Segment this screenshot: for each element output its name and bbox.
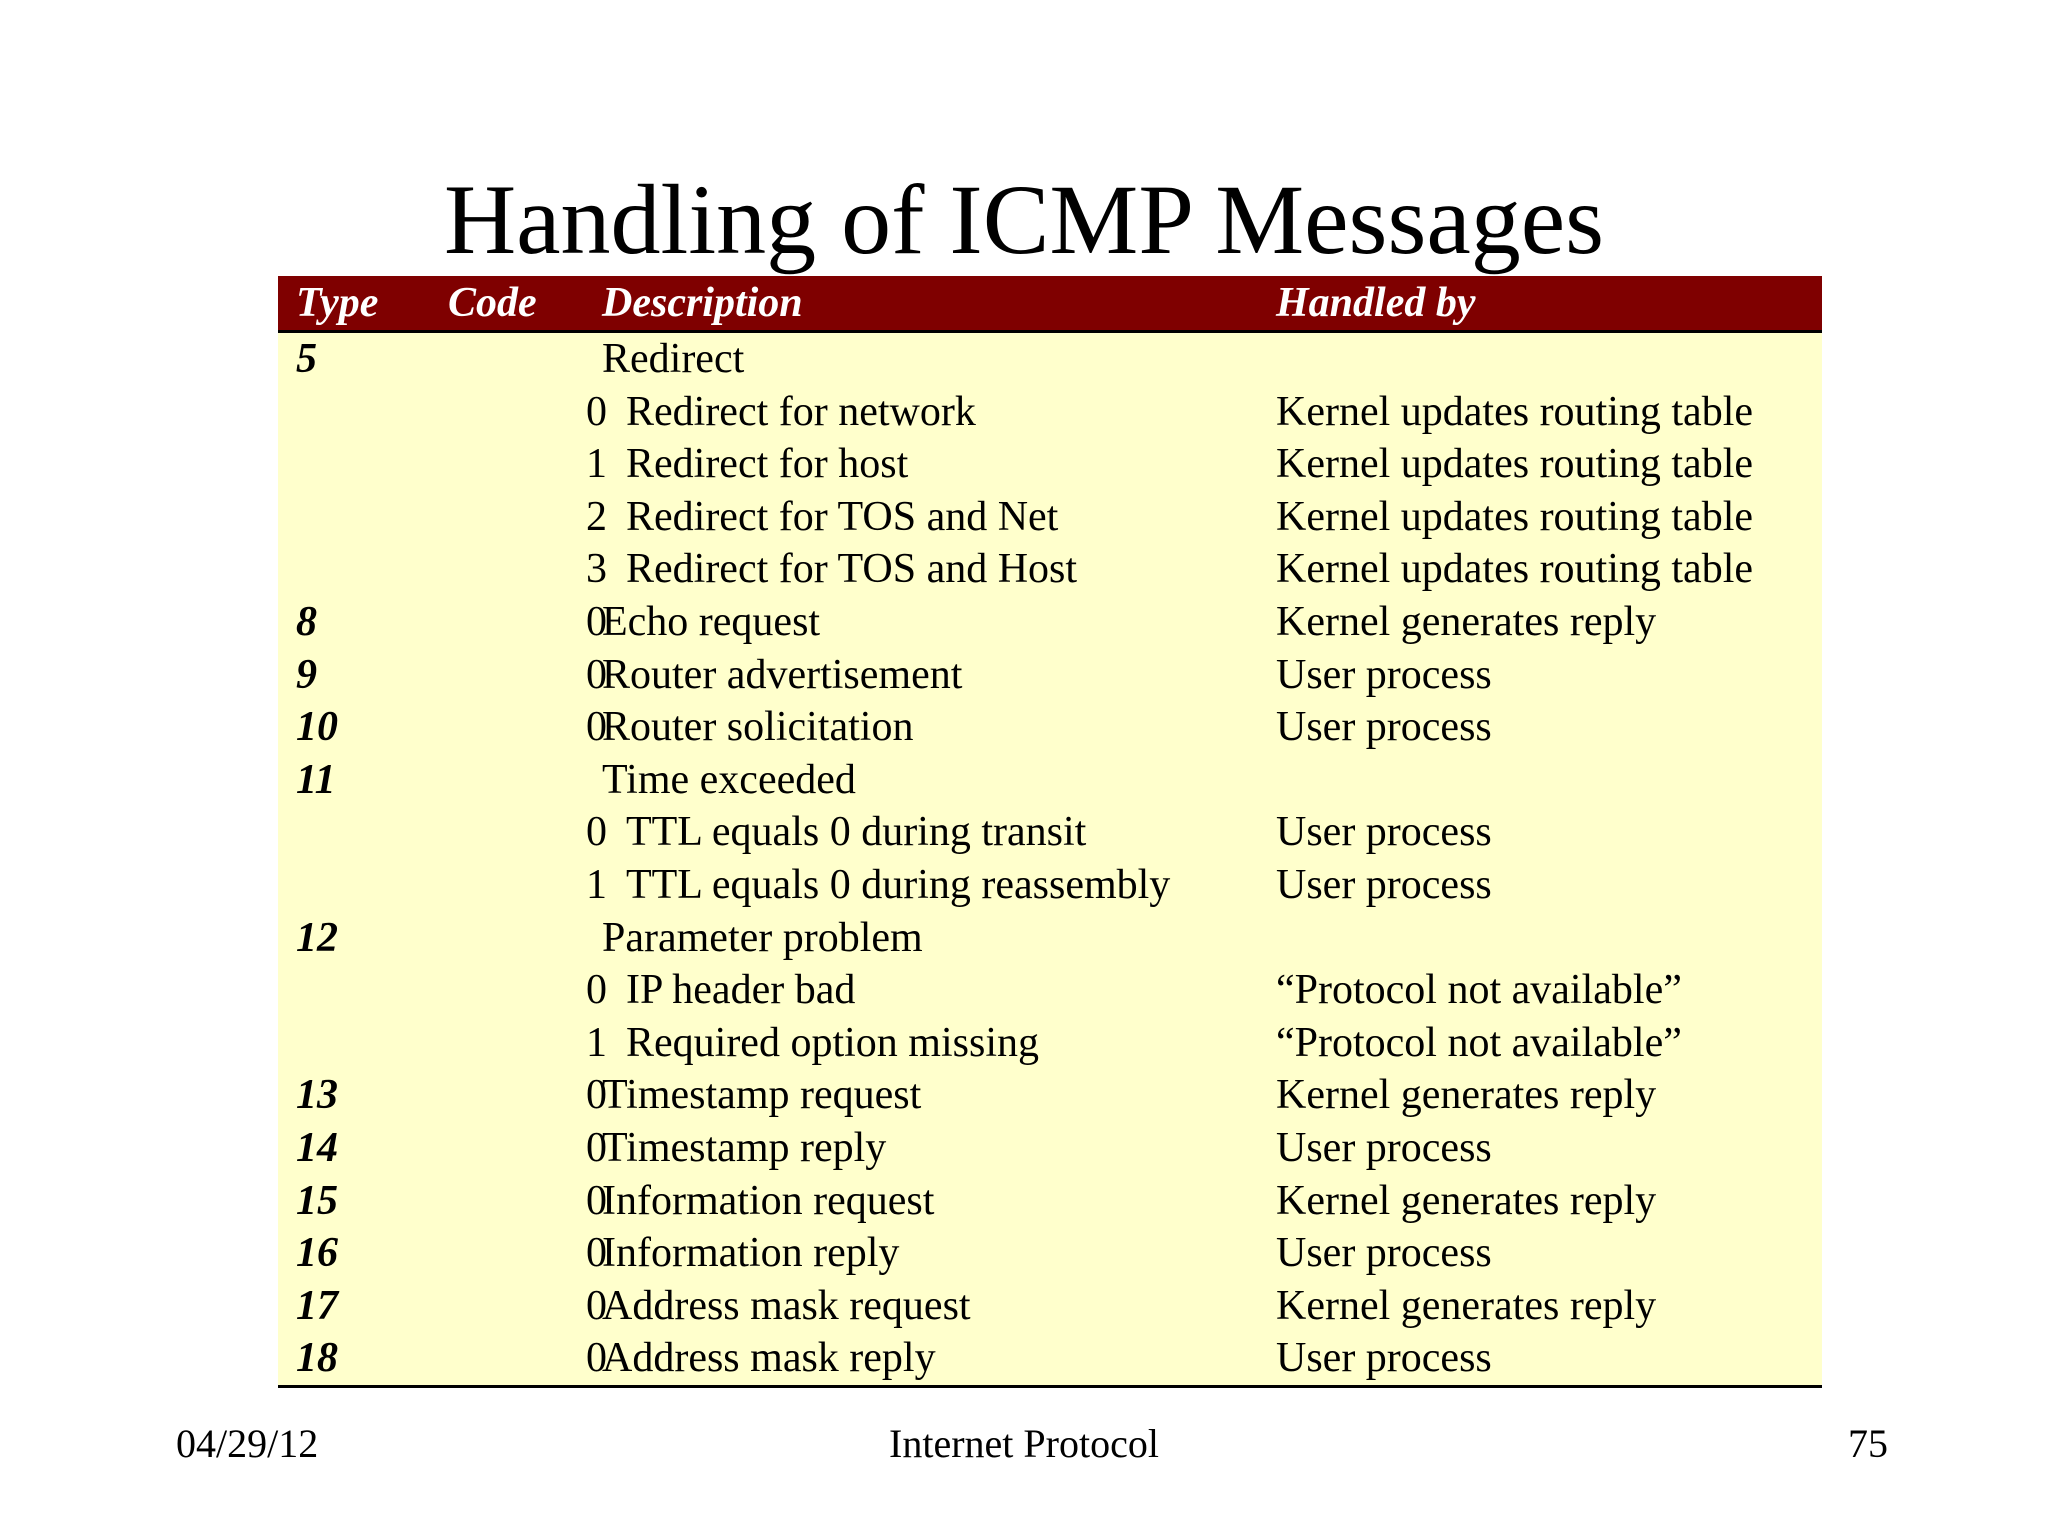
description-cell: Redirect	[602, 336, 745, 382]
table-body	[278, 332, 1822, 1387]
description-cell: TTL equals 0 during transit	[626, 809, 1087, 856]
description-cell: Router advertisement	[602, 651, 963, 698]
table-row	[278, 386, 1822, 439]
handled-by-cell: User process	[1276, 651, 1492, 698]
code-cell: 0	[586, 967, 607, 1014]
type-cell	[278, 1017, 424, 1070]
code-cell	[424, 333, 572, 386]
handled-by-cell: User process	[1276, 809, 1492, 856]
table-row	[278, 649, 1822, 702]
type-cell: 12	[296, 914, 338, 961]
table-row	[278, 701, 1822, 754]
table-row	[278, 333, 1822, 386]
code-cell: 1	[586, 441, 607, 488]
icmp-table-container	[278, 276, 1822, 1388]
table-row	[278, 806, 1822, 859]
description-cell: Address mask reply	[572, 1332, 1242, 1386]
code-cell: 0	[586, 651, 607, 698]
code-cell: 0	[586, 1282, 607, 1329]
description-cell: Echo request	[602, 598, 821, 645]
handled-by-cell: Kernel updates routing table	[1276, 493, 1754, 540]
column-header-code: Code	[448, 280, 537, 326]
table-row	[278, 596, 1822, 649]
footer-date: 04/29/12	[176, 1421, 319, 1466]
table-row	[278, 1280, 1822, 1333]
type-cell: 5	[296, 336, 317, 382]
handled-by-cell	[1242, 912, 1822, 965]
code-cell: 0	[586, 1230, 607, 1277]
type-cell	[278, 859, 424, 912]
column-header-type: Type	[296, 280, 379, 326]
description-cell: Time exceeded	[602, 756, 856, 803]
description-cell: Router solicitation	[602, 704, 914, 751]
description-cell: Redirect for TOS and Net	[626, 493, 1059, 540]
description-cell: Redirect for TOS and Host	[626, 546, 1078, 593]
type-cell: 18	[278, 1332, 424, 1386]
table-row	[278, 859, 1822, 912]
handled-by-cell: User process	[1276, 861, 1492, 908]
code-cell: 1	[586, 861, 607, 908]
description-cell: Redirect for host	[626, 441, 909, 488]
table-header-row	[278, 276, 1822, 332]
handled-by-cell: Kernel updates routing table	[1276, 441, 1754, 488]
description-cell: Address mask request	[602, 1282, 971, 1329]
type-cell: 13	[296, 1072, 338, 1119]
handled-by-cell: User process	[1242, 1332, 1822, 1386]
table-row	[278, 1017, 1822, 1070]
code-cell: 0	[586, 1124, 607, 1171]
type-cell: 14	[296, 1124, 338, 1171]
handled-by-cell: User process	[1276, 704, 1492, 751]
type-cell	[278, 806, 424, 859]
handled-by-cell	[1242, 333, 1822, 386]
code-cell: 0	[586, 704, 607, 751]
table-row	[278, 491, 1822, 544]
type-cell: 15	[296, 1177, 338, 1224]
type-cell	[278, 964, 424, 1017]
description-cell: Information reply	[602, 1230, 900, 1277]
description-cell: Information request	[602, 1177, 935, 1224]
handled-by-cell: “Protocol not available”	[1276, 1019, 1682, 1066]
code-cell: 3	[586, 546, 607, 593]
type-cell: 10	[296, 704, 338, 751]
handled-by-cell: User process	[1276, 1124, 1492, 1171]
description-cell: Required option missing	[626, 1019, 1039, 1066]
handled-by-cell: Kernel generates reply	[1276, 598, 1657, 645]
handled-by-cell: Kernel generates reply	[1276, 1072, 1657, 1119]
description-cell: Timestamp request	[602, 1072, 922, 1119]
table-row	[278, 912, 1822, 965]
footer-title: Internet Protocol	[889, 1421, 1159, 1466]
description-cell: IP header bad	[626, 967, 856, 1014]
table-row	[278, 438, 1822, 491]
code-cell	[424, 754, 572, 807]
table-row	[278, 1332, 1822, 1386]
table-row	[278, 543, 1822, 596]
code-cell: 0	[586, 809, 607, 856]
handled-by-cell: Kernel updates routing table	[1276, 546, 1754, 593]
type-cell: 11	[296, 756, 336, 803]
column-header-handled-by: Handled by	[1276, 280, 1476, 326]
handled-by-cell: User process	[1276, 1230, 1492, 1277]
type-cell	[278, 491, 424, 544]
handled-by-cell	[1242, 754, 1822, 807]
description-cell: TTL equals 0 during reassembly	[626, 861, 1171, 908]
handled-by-cell: Kernel updates routing table	[1276, 388, 1754, 435]
handled-by-cell: “Protocol not available”	[1276, 967, 1682, 1014]
type-cell	[278, 543, 424, 596]
icmp-handling-table	[278, 276, 1822, 1388]
table-row	[278, 964, 1822, 1017]
type-cell	[278, 386, 424, 439]
slide-title: Handling of ICMP Messages	[443, 164, 1605, 275]
code-cell: 0	[586, 598, 607, 645]
code-cell: 0	[586, 388, 607, 435]
code-cell	[424, 912, 572, 965]
code-cell: 0	[586, 1072, 607, 1119]
handled-by-cell: Kernel generates reply	[1276, 1282, 1657, 1329]
table-row	[278, 1122, 1822, 1175]
table-row	[278, 754, 1822, 807]
footer-page-number: 75	[1848, 1421, 1888, 1466]
table-row	[278, 1069, 1822, 1122]
table-row	[278, 1175, 1822, 1228]
column-header-description: Description	[602, 280, 803, 326]
type-cell: 16	[296, 1230, 338, 1277]
description-cell: Timestamp reply	[602, 1124, 887, 1171]
type-cell: 17	[296, 1282, 338, 1329]
type-cell: 9	[296, 651, 317, 698]
code-cell: 2	[586, 493, 607, 540]
code-cell: 0	[586, 1177, 607, 1224]
code-cell: 1	[586, 1019, 607, 1066]
type-cell	[278, 438, 424, 491]
handled-by-cell: Kernel generates reply	[1276, 1177, 1657, 1224]
table-row	[278, 1227, 1822, 1280]
type-cell: 8	[296, 598, 317, 645]
code-cell: 0	[424, 1332, 572, 1386]
description-cell: Redirect for network	[626, 388, 976, 435]
description-cell: Parameter problem	[602, 914, 923, 961]
